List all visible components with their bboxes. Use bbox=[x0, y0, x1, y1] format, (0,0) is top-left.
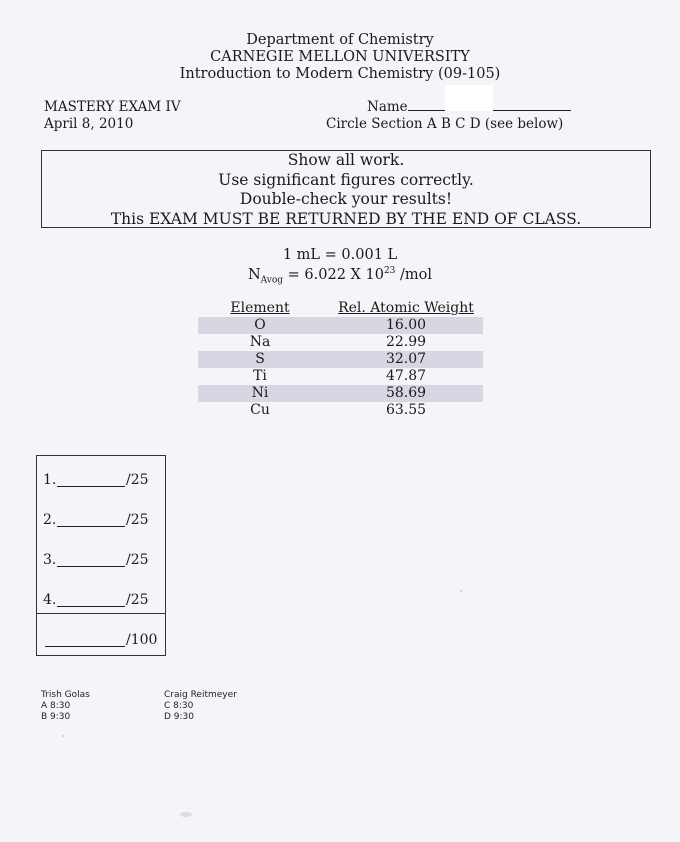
ta-block-1 bbox=[41, 690, 90, 723]
instruction-line: Show all work. bbox=[287, 151, 405, 169]
exam-date: April 8, 2010 bbox=[44, 116, 134, 132]
table-row bbox=[198, 368, 483, 385]
ta-section: A 8:30 bbox=[41, 701, 71, 711]
question-number: 2. bbox=[43, 512, 57, 528]
avogadro-symbol: N bbox=[247, 266, 261, 283]
avogadro-subscript: Avog bbox=[260, 275, 284, 286]
score-box bbox=[36, 455, 166, 656]
atomic-weight-table bbox=[198, 300, 483, 419]
score-blank[interactable] bbox=[57, 512, 125, 527]
table-row bbox=[198, 402, 483, 419]
table-row bbox=[198, 317, 483, 334]
score-blank[interactable] bbox=[57, 472, 125, 487]
question-number: 3. bbox=[43, 552, 57, 568]
max-score: /25 bbox=[126, 552, 149, 568]
scan-speck bbox=[62, 735, 64, 737]
table-row bbox=[198, 385, 483, 402]
table-row bbox=[198, 334, 483, 351]
ta-section: B 9:30 bbox=[41, 712, 71, 722]
question-number: 1. bbox=[43, 472, 57, 488]
column-header-element: Element bbox=[230, 300, 290, 316]
avogadro-value: = 6.022 X 10 bbox=[287, 266, 384, 283]
scan-speck bbox=[460, 590, 462, 592]
avogadro-unit: /mol bbox=[400, 266, 433, 283]
instruction-line: Double-check your results! bbox=[239, 190, 453, 208]
element-cell: Ti bbox=[253, 368, 267, 384]
total-max-score: /100 bbox=[126, 632, 158, 648]
table-header-row bbox=[198, 300, 483, 317]
avogadro-constant bbox=[0, 266, 680, 286]
weight-cell: 16.00 bbox=[385, 317, 427, 333]
element-cell: Na bbox=[249, 334, 271, 350]
ta-name: Craig Reitmeyer bbox=[164, 690, 237, 700]
max-score: /25 bbox=[126, 592, 149, 608]
weight-cell: 58.69 bbox=[385, 385, 427, 401]
ta-section: D 9:30 bbox=[164, 712, 195, 722]
element-cell: Cu bbox=[250, 402, 270, 418]
ta-block-2 bbox=[164, 690, 237, 723]
weight-cell: 63.55 bbox=[385, 402, 427, 418]
table-row bbox=[198, 351, 483, 368]
name-label: Name bbox=[367, 99, 408, 115]
section-label: Circle Section A B C D (see below) bbox=[326, 116, 564, 132]
element-cell: O bbox=[254, 317, 266, 333]
instruction-line: This EXAM MUST BE RETURNED BY THE END OF CLASS. bbox=[110, 209, 582, 228]
score-blank[interactable] bbox=[57, 592, 125, 607]
score-blank[interactable] bbox=[57, 552, 125, 567]
score-divider bbox=[37, 613, 165, 614]
conversion-constant: 1 mL = 0.001 L bbox=[282, 247, 398, 263]
max-score: /25 bbox=[126, 512, 149, 528]
course-heading: Introduction to Modern Chemistry (09-105) bbox=[179, 66, 501, 82]
name-redaction bbox=[445, 85, 493, 111]
avogadro-exponent: 23 bbox=[383, 266, 396, 276]
element-cell: Ni bbox=[251, 385, 269, 401]
ta-section: C 8:30 bbox=[164, 701, 194, 711]
instructions-box bbox=[41, 150, 651, 228]
instruction-line: Use significant figures correctly. bbox=[218, 170, 474, 189]
element-cell: S bbox=[255, 351, 265, 367]
max-score: /25 bbox=[126, 472, 149, 488]
weight-cell: 32.07 bbox=[385, 351, 427, 367]
weight-cell: 22.99 bbox=[385, 334, 427, 350]
column-header-weight: Rel. Atomic Weight bbox=[338, 300, 474, 316]
exam-title: MASTERY EXAM IV bbox=[44, 99, 181, 115]
ta-name: Trish Golas bbox=[41, 690, 90, 700]
weight-cell: 47.87 bbox=[385, 368, 427, 384]
department-heading: Department of Chemistry bbox=[246, 32, 434, 48]
question-number: 4. bbox=[43, 592, 57, 608]
scan-speck bbox=[180, 812, 192, 817]
university-heading: CARNEGIE MELLON UNIVERSITY bbox=[210, 49, 470, 65]
total-score-blank[interactable] bbox=[45, 632, 125, 647]
